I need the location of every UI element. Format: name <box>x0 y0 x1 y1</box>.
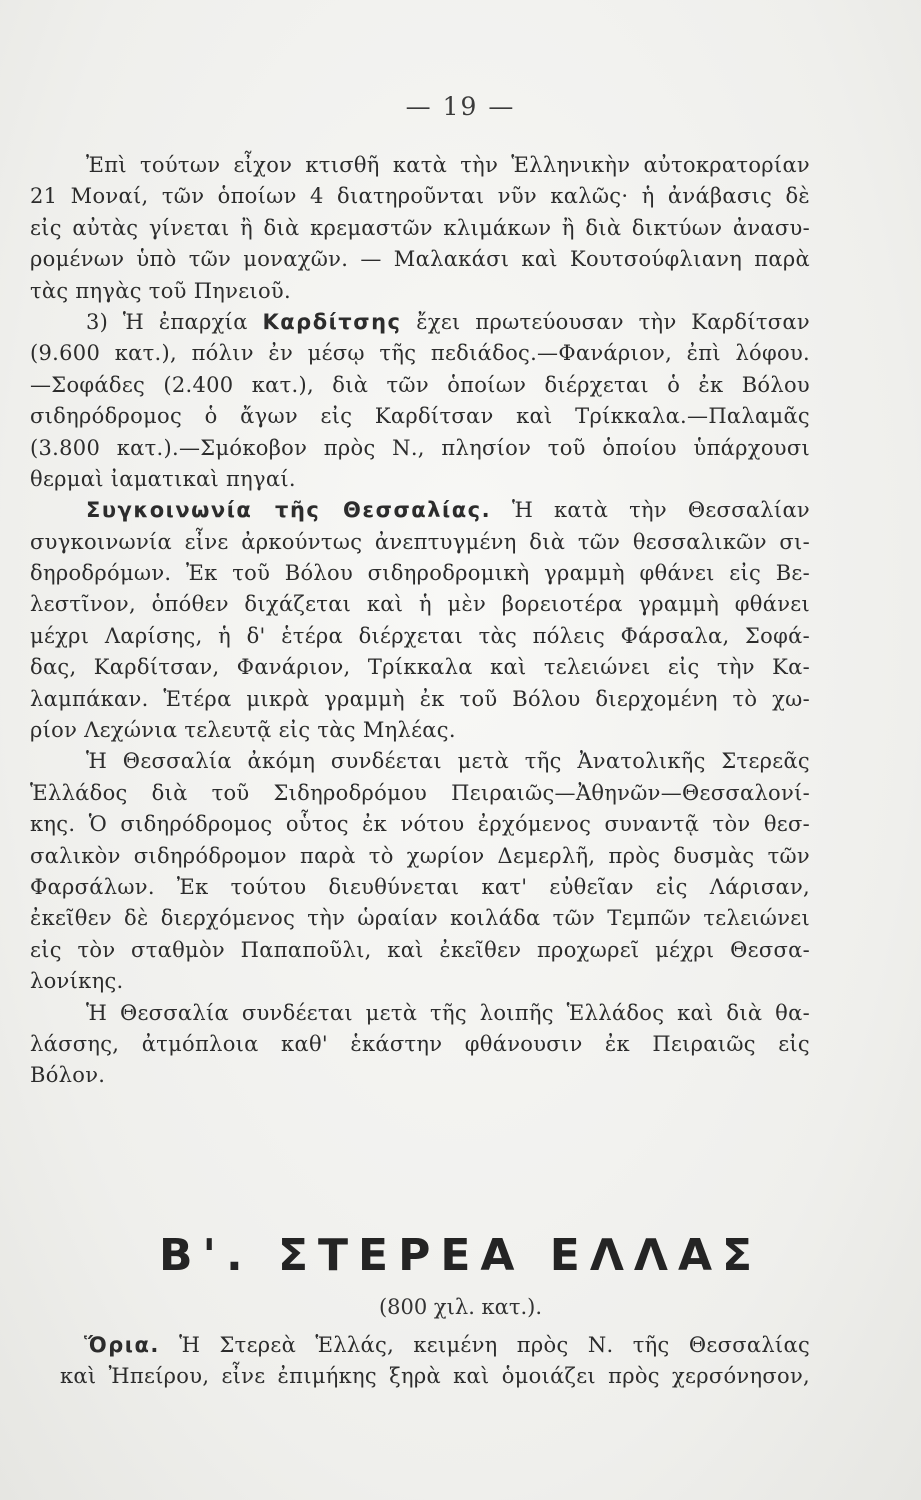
section-subtitle: (800 χιλ. κατ.). <box>378 1295 543 1319</box>
section-heading <box>0 1228 921 1322</box>
text-line: ρίον Λεχώνια τελευτᾷ εἰς τὰς Μηλέας. <box>30 718 456 743</box>
text-line: μέχρι Λαρίσης, ἡ δ' ἑτέρα διέρχεται τὰς πόλεις Φάρσαλα, Σοφά- <box>30 623 810 648</box>
text-line: ἐκεῖθεν δὲ διερχόμενος τὴν ὡραίαν κοιλάδα τῶν Τεμπῶν τελειώνει <box>30 906 810 931</box>
run-in-heading: Ὅρια. <box>84 1333 160 1357</box>
text-line: (3.800 κατ.).—Σμόκοβον πρὸς Ν., πλησίον τοῦ ὁποίου ὑπάρχουσι <box>30 435 810 460</box>
text-line: λάσσης, ἀτμόπλοια καθ' ἑκάστην φθάνουσιν ἐκ Πειραιῶς εἰς <box>30 1031 810 1056</box>
text-line: λονίκης. <box>30 969 124 994</box>
page-number: — 19 — <box>405 92 516 121</box>
text-line: θερμαὶ ἰαματικαὶ πηγαί. <box>30 466 296 491</box>
text-line: (9.600 κατ.), πόλιν ἐν μέσῳ τῆς πεδιάδος.—Φανάριον, ἐπὶ λόφου. <box>30 341 810 366</box>
text-line <box>30 307 810 338</box>
text-line <box>30 495 810 526</box>
text-line: τὰς πηγὰς τοῦ Πηνειοῦ. <box>30 278 291 303</box>
text-line: δας, Καρδίτσαν, Φανάριον, Τρίκκαλα καὶ τελειώνει εἰς τὴν Κα- <box>30 655 810 680</box>
text-line: σιδηρόδρομος ὁ ἄγων εἰς Καρδίτσαν καὶ Τρίκκαλα.—Παλαμᾶς <box>30 404 810 429</box>
text-line: κης. Ὁ σιδηρόδρομος οὗτος ἐκ νότου ἐρχόμενος συναντᾷ τὸν θεσ- <box>30 812 810 837</box>
text-line: Ἐπὶ τούτων εἶχον κτισθῆ κατὰ τὴν Ἑλληνικὴν αὐτοκρατορίαν <box>86 153 810 177</box>
text-run: ἔχει πρωτεύουσαν τὴν Καρδίτσαν <box>416 309 810 334</box>
text-line: σαλικὸν σιδηρόδρομον παρὰ τὸ χωρίον Δεμερλῆ, πρὸς δυσμὰς τῶν <box>30 843 810 868</box>
text-run: Ἡ κατὰ τὴν Θεσσαλίαν <box>511 498 810 523</box>
province-name: Καρδίτσης <box>262 309 402 334</box>
text-line: λαμπάκαν. Ἑτέρα μικρὰ γραμμὴ ἐκ τοῦ Βόλου διερχομένη τὸ χω- <box>30 686 810 711</box>
text-line: λεστῖνον, ὁπόθεν διχάζεται καὶ ἡ μὲν βορειοτέρα γραμμὴ φθάνει <box>30 592 810 617</box>
text-line: —Σοφάδες (2.400 κατ.), διὰ τῶν ὁποίων διέρχεται ὁ ἐκ Βόλου <box>30 372 810 397</box>
text-line <box>60 1330 810 1361</box>
text-line: Ἑλλάδος διὰ τοῦ Σιδηροδρόμου Πειραιῶς—Ἀθηνῶν—Θεσσαλονί- <box>30 780 810 805</box>
text-line: δηροδρόμων. Ἐκ τοῦ Βόλου σιδηροδρομικὴ γραμμὴ φθάνει εἰς Βε- <box>30 561 810 586</box>
text-line: εἰς αὐτὰς γίνεται ἢ διὰ κρεμαστῶν κλιμάκων ἢ διὰ δικτύων ἀνασυ- <box>30 215 810 240</box>
text-line: Φαρσάλων. Ἐκ τούτου διευθύνεται κατ' εὐθεῖαν εἰς Λάρισαν, <box>30 874 810 899</box>
text-line: Ἡ Θεσσαλία συνδέεται μετὰ τῆς λοιπῆς Ἑλλάδος καὶ διὰ θα- <box>86 1000 810 1025</box>
text-line: συγκοινωνία εἶνε ἀρκούντως ἀνεπτυγμένη διὰ τῶν θεσσαλικῶν σι- <box>30 529 810 554</box>
text-line: Ἡ Θεσσαλία ἀκόμη συνδέεται μετὰ τῆς Ἀνατολικῆς Στερεᾶς <box>86 749 810 774</box>
main-text <box>30 150 810 1092</box>
text-line: εἰς τὸν σταθμὸν Παπαποῦλι, καὶ ἐκεῖθεν προχωρεῖ μέχρι Θεσσα- <box>30 937 810 962</box>
text-line: καὶ Ἠπείρου, εἶνε ἐπιμήκης ξηρὰ καὶ ὁμοιάζει πρὸς χερσόνησον, <box>60 1364 810 1389</box>
section-run-in-heading: Συγκοινωνία τῆς Θεσσαλίας. <box>86 498 492 523</box>
section-text <box>60 1330 810 1393</box>
text-line: 21 Μοναί, τῶν ὁποίων 4 διατηροῦνται νῦν καλῶς· ἡ ἀνάβασις δὲ <box>30 184 810 209</box>
text-line: ρομένων ὑπὸ τῶν μοναχῶν. — Μαλακάσι καὶ Κουτσούφλιανη παρὰ <box>30 247 810 272</box>
text-line: Βόλον. <box>30 1063 106 1088</box>
section-title: Β'. ΣΤΕΡΕΑ ΕΛΛΑΣ <box>158 1230 763 1281</box>
text-run: Ἡ Στερεὰ Ἑλλάς, κειμένη πρὸς Ν. τῆς Θεσσαλίας <box>179 1333 811 1357</box>
text-run: 3) Ἡ ἐπαρχία <box>86 309 248 334</box>
